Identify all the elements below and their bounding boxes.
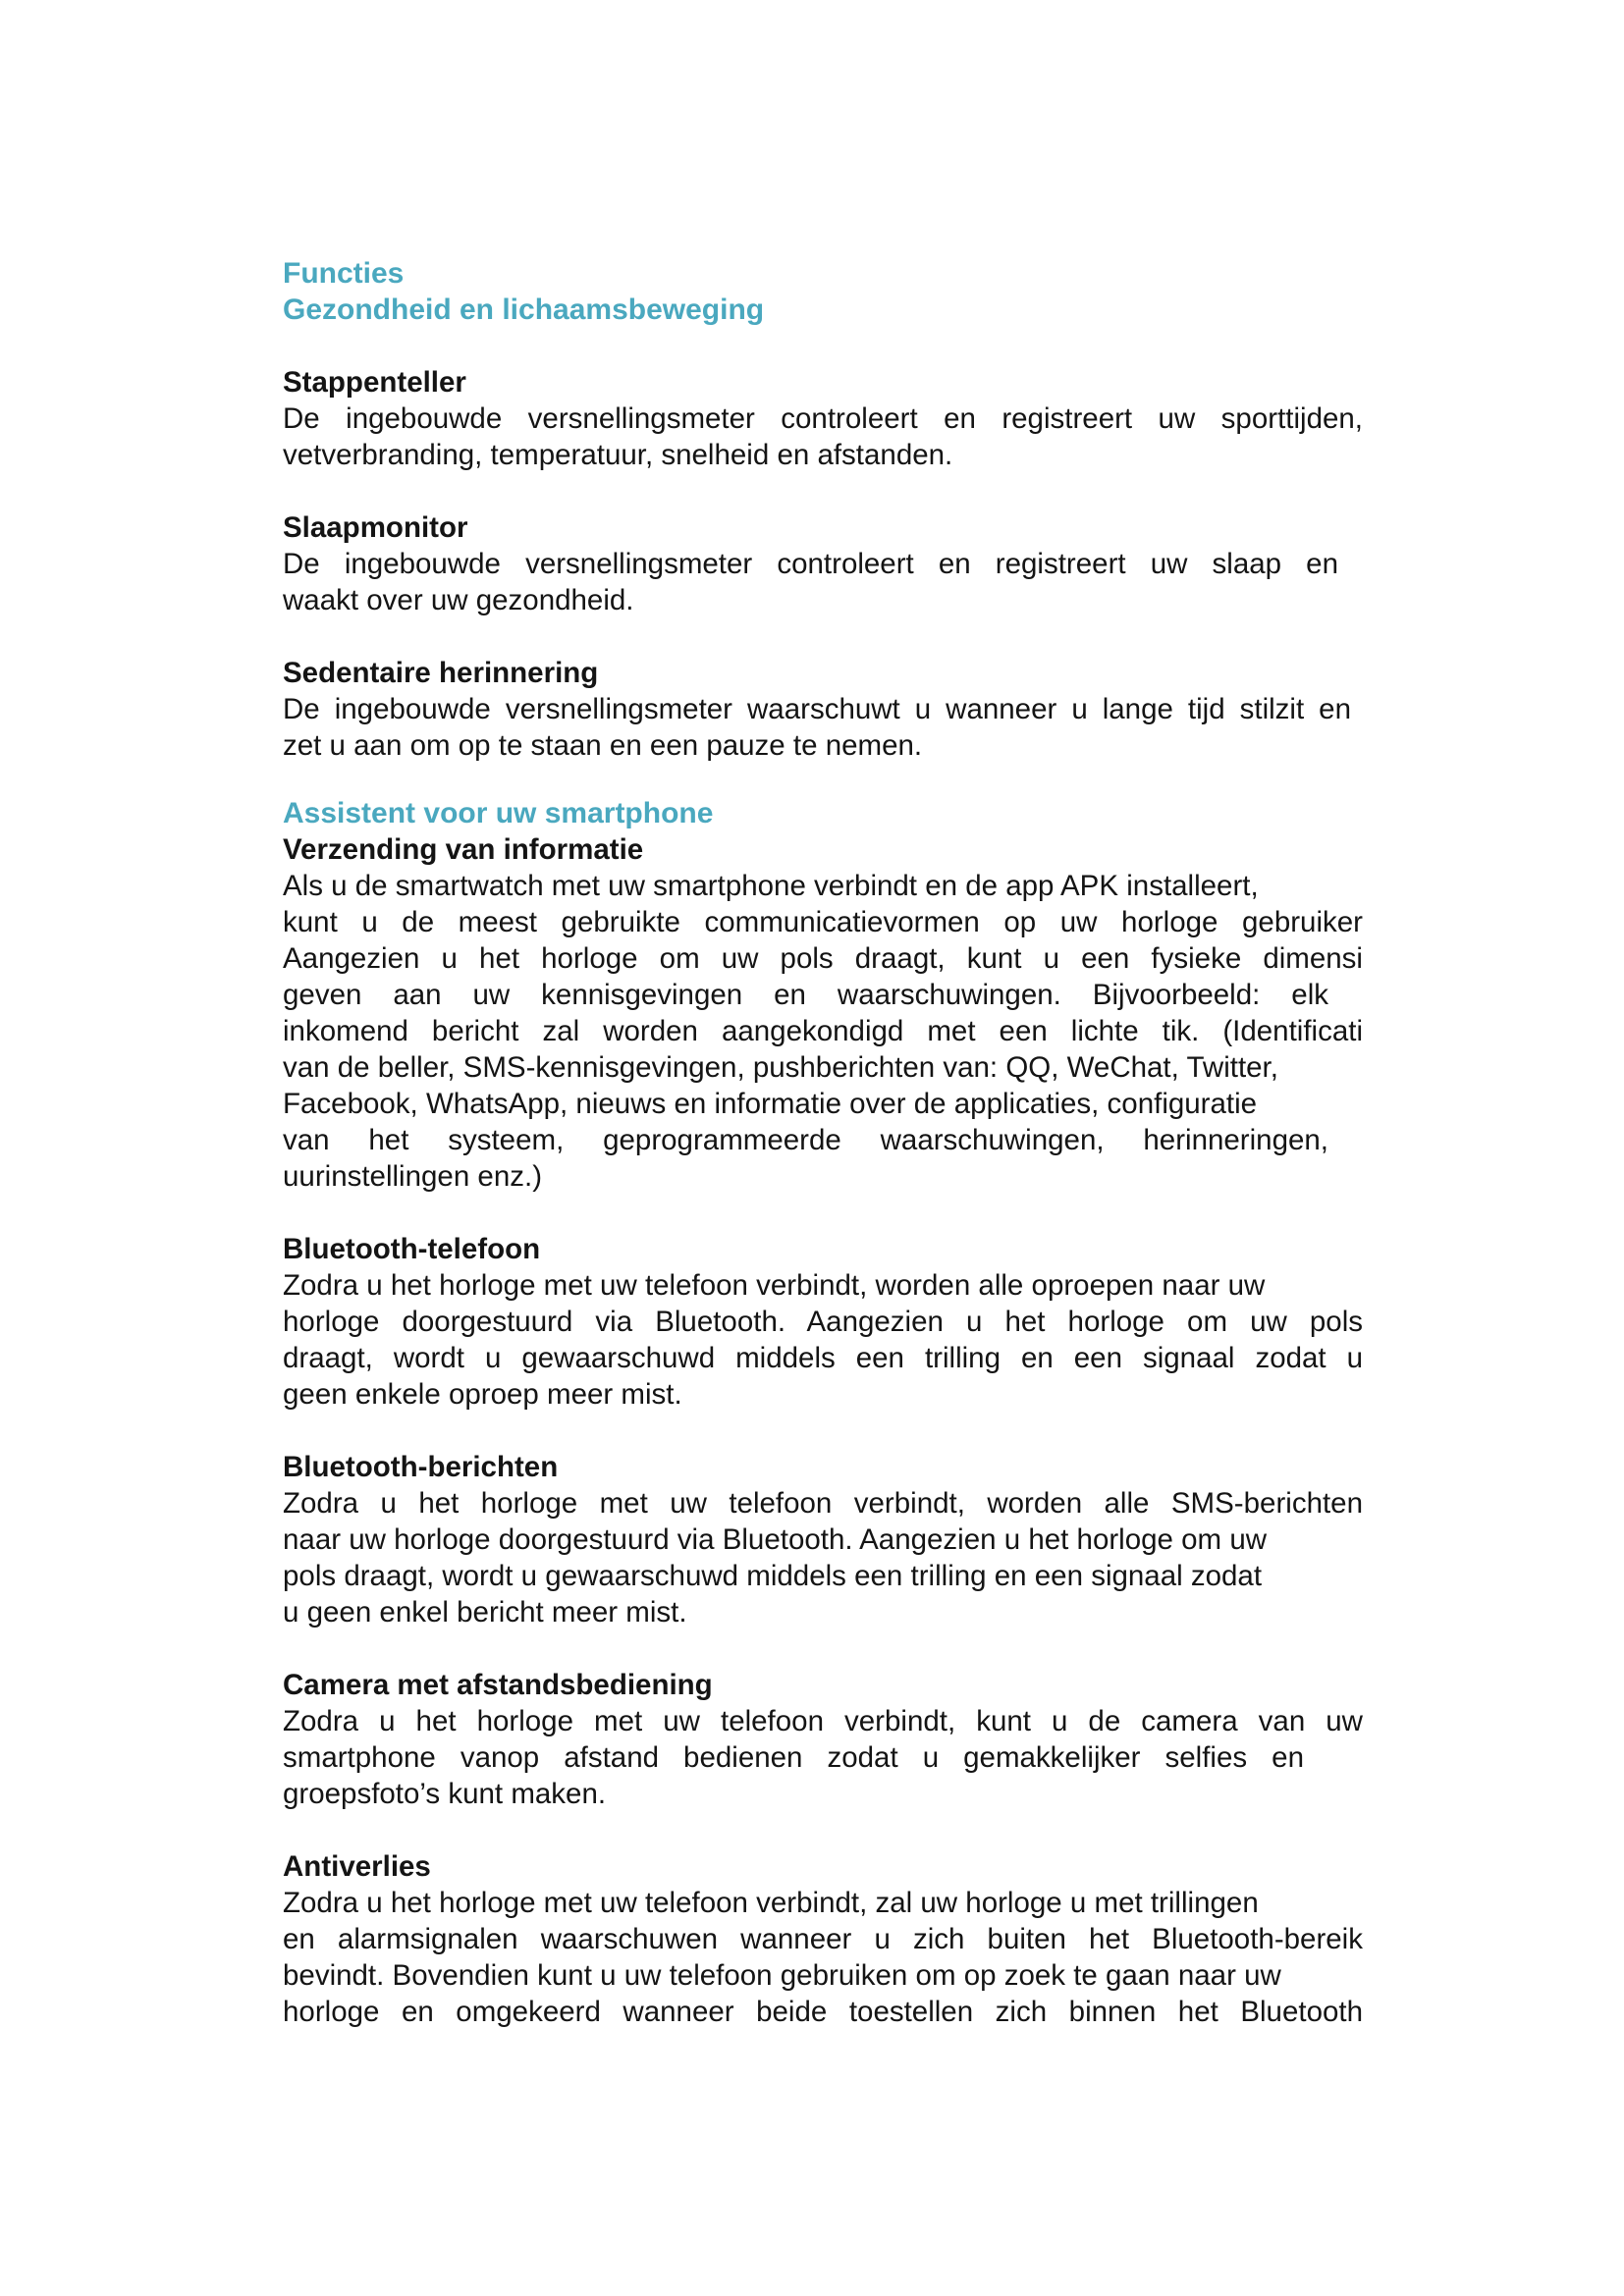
paragraph-line: horloge en omgekeerd wanneer beide toestellen zich binnen het Bluetooth xyxy=(283,1996,1363,2028)
antiverlies-heading: Antiverlies xyxy=(283,1850,431,1883)
paragraph-line: Aangezien u het horloge om uw pols draagt, kunt u een fysieke dimensi xyxy=(283,942,1363,975)
sedentaire-heading: Sedentaire herinnering xyxy=(283,657,599,689)
document-page xyxy=(283,255,1363,2071)
paragraph-line: De ingebouwde versnellingsmeter controleert en registreert uw slaap en xyxy=(283,548,1338,580)
paragraph-line: u geen enkel bericht meer mist. xyxy=(283,1596,687,1629)
paragraph-line: kunt u de meest gebruikte communicatievormen op uw horloge gebruiker xyxy=(283,906,1363,938)
paragraph-line: Facebook, WhatsApp, nieuws en informatie over de applicaties, configuratie xyxy=(283,1088,1258,1120)
bt-berichten-paragraph xyxy=(283,1485,1363,1630)
paragraph-line: De ingebouwde versnellingsmeter waarschuwt u wanneer u lange tijd stilzit en xyxy=(283,693,1351,725)
paragraph-line: Zodra u het horloge met uw telefoon verbindt, kunt u de camera van uw xyxy=(283,1705,1363,1737)
paragraph-line: smartphone vanop afstand bedienen zodat u gemakkelijker selfies en xyxy=(283,1741,1304,1774)
verzending-heading: Verzending van informatie xyxy=(283,833,644,866)
paragraph-line: groepsfoto’s kunt maken. xyxy=(283,1778,607,1810)
antiverlies-paragraph xyxy=(283,1885,1363,2030)
paragraph-line: Zodra u het horloge met uw telefoon verbindt, zal uw horloge u met trillingen xyxy=(283,1887,1259,1919)
paragraph-line: vetverbranding, temperatuur, snelheid en afstanden. xyxy=(283,439,953,471)
paragraph-line: waakt over uw gezondheid. xyxy=(283,584,634,616)
paragraph-line: van het systeem, geprogrammeerde waarschuwingen, herinneringen, xyxy=(283,1124,1328,1156)
paragraph-line: draagt, wordt u gewaarschuwd middels een trilling en een signaal zodat u xyxy=(283,1342,1363,1374)
paragraph-line: van de beller, SMS-kennisgevingen, pushberichten van: QQ, WeChat, Twitter, xyxy=(283,1051,1278,1084)
camera-paragraph xyxy=(283,1703,1363,1812)
paragraph-line: bevindt. Bovendien kunt u uw telefoon gebruiken om op zoek te gaan naar uw xyxy=(283,1959,1281,1992)
assistent-title: Assistent voor uw smartphone xyxy=(283,797,714,829)
paragraph-line: horloge doorgestuurd via Bluetooth. Aangezien u het horloge om uw pols xyxy=(283,1306,1363,1338)
paragraph-line: en alarmsignalen waarschuwen wanneer u zich buiten het Bluetooth-bereik xyxy=(283,1923,1363,1955)
stappenteller-heading: Stappenteller xyxy=(283,366,466,399)
paragraph-line: Als u de smartwatch met uw smartphone verbindt en de app APK installeert, xyxy=(283,870,1259,902)
paragraph-line: zet u aan om op te staan en een pauze te nemen. xyxy=(283,729,923,762)
paragraph-line: Zodra u het horloge met uw telefoon verbindt, worden alle oproepen naar uw xyxy=(283,1269,1266,1302)
slaapmonitor-heading: Slaapmonitor xyxy=(283,511,468,544)
paragraph-line: Zodra u het horloge met uw telefoon verbindt, worden alle SMS-berichten xyxy=(283,1487,1363,1520)
sedentaire-paragraph xyxy=(283,691,1363,764)
bt-telefoon-paragraph xyxy=(283,1267,1363,1413)
paragraph-line: geen enkele oproep meer mist. xyxy=(283,1378,682,1411)
subsection-title: Gezondheid en lichaamsbeweging xyxy=(283,294,765,326)
slaapmonitor-paragraph xyxy=(283,546,1363,618)
section-title: Functies xyxy=(283,257,405,290)
bt-telefoon-heading: Bluetooth-telefoon xyxy=(283,1233,541,1265)
paragraph-line: inkomend bericht zal worden aangekondigd met een lichte tik. (Identificati xyxy=(283,1015,1363,1047)
bt-berichten-heading: Bluetooth-berichten xyxy=(283,1451,559,1483)
paragraph-line: uurinstellingen enz.) xyxy=(283,1160,543,1193)
paragraph-line: naar uw horloge doorgestuurd via Bluetooth. Aangezien u het horloge om uw xyxy=(283,1523,1268,1556)
verzending-paragraph xyxy=(283,868,1363,1195)
paragraph-line: geven aan uw kennisgevingen en waarschuwingen. Bijvoorbeeld: elk xyxy=(283,979,1328,1011)
camera-heading: Camera met afstandsbediening xyxy=(283,1669,713,1701)
stappenteller-paragraph xyxy=(283,400,1363,473)
paragraph-line: De ingebouwde versnellingsmeter controleert en registreert uw sporttijden, xyxy=(283,402,1363,435)
paragraph-line: pols draagt, wordt u gewaarschuwd middels een trilling en een signaal zodat xyxy=(283,1560,1263,1592)
